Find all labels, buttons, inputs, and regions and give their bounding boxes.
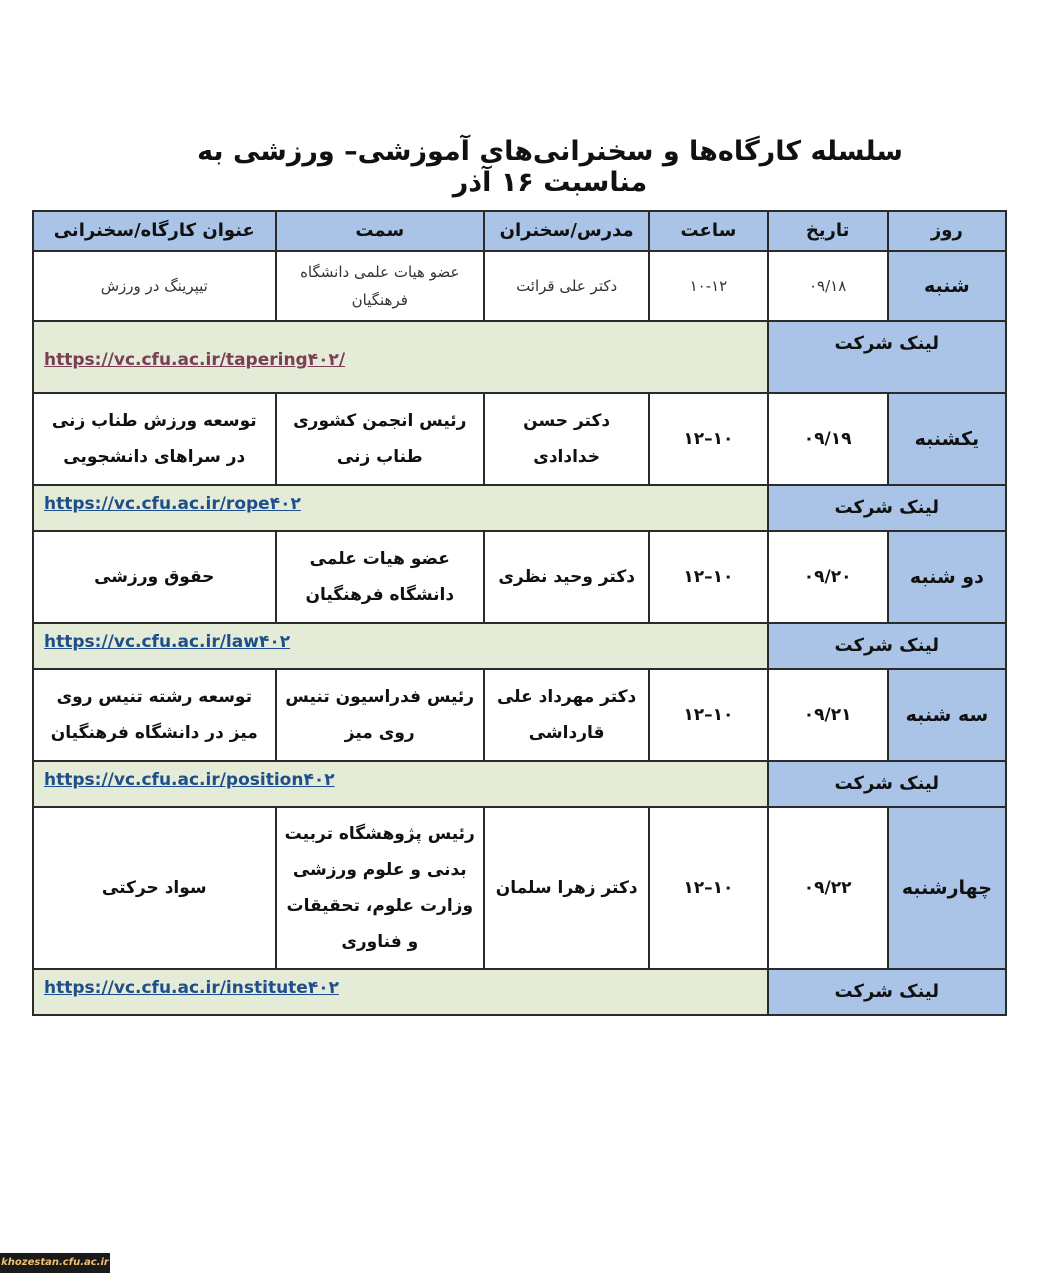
header-date: تاریخ xyxy=(768,211,888,251)
session-topic: سواد حرکتی xyxy=(33,807,276,969)
session-position: عضو هیات علمی دانشگاه فرهنگیان xyxy=(276,531,484,623)
participation-link[interactable]: https://vc.cfu.ac.ir/tapering۴۰۲/ xyxy=(44,350,346,370)
session-row xyxy=(33,251,1006,321)
session-date: ۰۹/۲۰ xyxy=(768,531,888,623)
header-lecturer: مدرس/سخنران xyxy=(484,211,649,251)
header-row xyxy=(33,211,1006,251)
session-row xyxy=(33,669,1006,761)
site-watermark: khozestan.cfu.ac.ir xyxy=(0,1253,110,1273)
session-date: ۰۹/۱۸ xyxy=(768,251,888,321)
session-row xyxy=(33,531,1006,623)
link-row xyxy=(33,969,1006,1015)
session-day: یکشنبه xyxy=(888,393,1006,485)
session-date: ۰۹/۱۹ xyxy=(768,393,888,485)
link-row xyxy=(33,623,1006,669)
session-lecturer: دکتر مهرداد علی قارداشی xyxy=(484,669,649,761)
session-position: رئیس انجمن کشوری طناب زنی xyxy=(276,393,484,485)
session-time: ۱۰–۱۲ xyxy=(649,531,767,623)
page-title: سلسله کارگاه‌ها و سخنرانی‌های آموزشی– ورزشی به مناسبت ۱۶ آذر xyxy=(197,136,903,198)
session-row xyxy=(33,393,1006,485)
session-lecturer: دکتر حسن خدادادی xyxy=(484,393,649,485)
participation-link[interactable]: https://vc.cfu.ac.ir/institute۴۰۲ xyxy=(44,978,339,998)
link-row xyxy=(33,761,1006,807)
session-row xyxy=(33,807,1006,969)
link-label: لینک شرکت xyxy=(768,623,1006,669)
session-time: ۱۰–۱۲ xyxy=(649,669,767,761)
session-position: رئیس فدراسیون تنیس روی میز xyxy=(276,669,484,761)
link-cell xyxy=(33,969,768,1015)
header-day: روز xyxy=(888,211,1006,251)
link-cell xyxy=(33,485,768,531)
session-lecturer: دکتر علی قرائت xyxy=(484,251,649,321)
header-topic: عنوان کارگاه/سخنرانی xyxy=(33,211,276,251)
link-label: لینک شرکت xyxy=(768,485,1006,531)
link-label: لینک شرکت xyxy=(768,969,1006,1015)
session-topic: توسعه رشته تنیس روی میز در دانشگاه فرهنگیان xyxy=(33,669,276,761)
link-row xyxy=(33,485,1006,531)
link-cell xyxy=(33,321,768,393)
session-day: سه شنبه xyxy=(888,669,1006,761)
session-date: ۰۹/۲۲ xyxy=(768,807,888,969)
link-label: لینک شرکت xyxy=(768,761,1006,807)
header-time: ساعت xyxy=(649,211,767,251)
link-label: لینک شرکت xyxy=(768,321,1006,393)
link-row xyxy=(33,321,1006,393)
participation-link[interactable]: https://vc.cfu.ac.ir/position۴۰۲ xyxy=(44,770,335,790)
session-date: ۰۹/۲۱ xyxy=(768,669,888,761)
session-day: چهارشنبه xyxy=(888,807,1006,969)
session-topic: توسعه ورزش طناب زنی در سراهای دانشجویی xyxy=(33,393,276,485)
session-time: ۱۰-۱۲ xyxy=(649,251,767,321)
session-day: دو شنبه xyxy=(888,531,1006,623)
participation-link[interactable]: https://vc.cfu.ac.ir/law۴۰۲ xyxy=(44,632,291,652)
participation-link[interactable]: https://vc.cfu.ac.ir/rope۴۰۲ xyxy=(44,494,301,514)
session-topic: حقوق ورزشی xyxy=(33,531,276,623)
session-time: ۱۰–۱۲ xyxy=(649,393,767,485)
schedule-table xyxy=(32,210,1007,1016)
session-topic: تیپرینگ در ورزش xyxy=(33,251,276,321)
session-position: رئیس پژوهشگاه تربیت بدنی و علوم ورزشی وزارت علوم، تحقیقات و فناوری xyxy=(276,807,484,969)
session-position: عضو هیات علمی دانشگاه فرهنگیان xyxy=(276,251,484,321)
session-lecturer: دکتر زهرا سلمان xyxy=(484,807,649,969)
header-position: سمت xyxy=(276,211,484,251)
link-cell xyxy=(33,623,768,669)
link-cell xyxy=(33,761,768,807)
session-lecturer: دکتر وحید نظری xyxy=(484,531,649,623)
session-day: شنبه xyxy=(888,251,1006,321)
session-time: ۱۰–۱۲ xyxy=(649,807,767,969)
